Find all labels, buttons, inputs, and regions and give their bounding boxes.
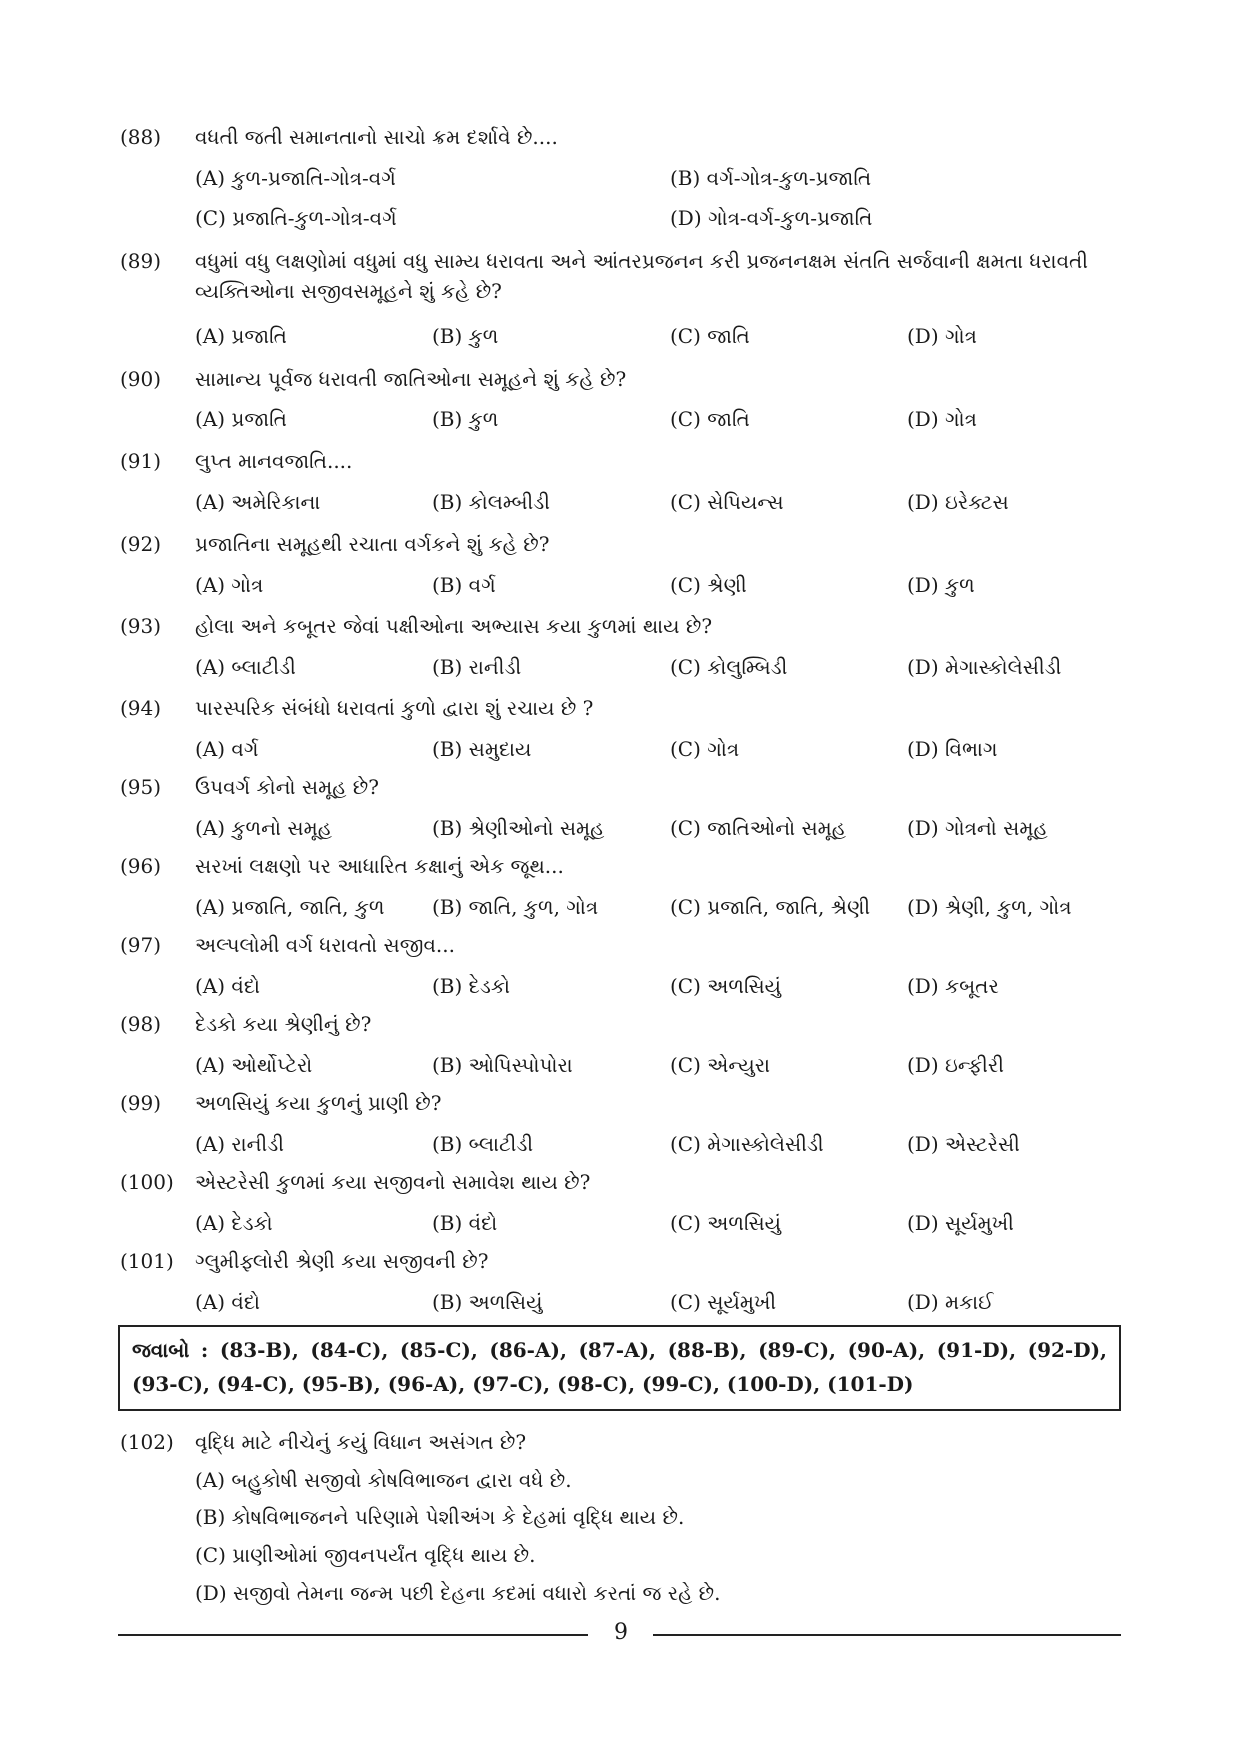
option-b: (B) કોલમ્બીડી [432, 490, 550, 514]
question-text: વૃદ્ધિ માટે નીચેનું કયું વિધાન અસંગત છે? [195, 1430, 527, 1454]
question-number: (88) [120, 125, 162, 149]
option-a: (A) કુળનો સમૂહ [195, 816, 332, 840]
option-b: (B) ઓપિસ્પોપોરા [432, 1053, 573, 1077]
question-text: પ્રજાતિના સમૂહથી રચાતા વર્ગકને શું કહે છે? [195, 532, 550, 556]
option-d: (D) વિભાગ [907, 737, 998, 761]
option-b: (B) અળસિયું [432, 1290, 543, 1314]
option-d: (D) કબૂતર [907, 974, 999, 998]
option-d: (D) ઇન્ફીરી [907, 1053, 1004, 1077]
option-c: (C) શ્રેણી [670, 573, 747, 597]
question-number: (95) [120, 775, 162, 799]
question-text: ઉપવર્ગ કોનો સમૂહ છે? [195, 775, 379, 799]
question-number: (97) [120, 933, 162, 957]
option-d: (D) ગોત્ર [907, 324, 977, 348]
option-d: (D) ગોત્ર [907, 407, 977, 431]
option-a: (A) પ્રજાતિ [195, 407, 287, 431]
question-text: સામાન્ય પૂર્વજ ધરાવતી જાતિઓના સમૂહને શું કહે છે? [195, 367, 627, 391]
option-c: (C) મેગાસ્કોલેસીડી [670, 1132, 824, 1156]
option-b: (B) સમુદાય [432, 737, 532, 761]
question-text: ગ્લુમીફ્લોરી શ્રેણી કયા સજીવની છે? [195, 1249, 489, 1273]
option-c: (C) અળસિયું [670, 974, 782, 998]
question-text: અળસિયું કયા કુળનું પ્રાણી છે? [195, 1091, 442, 1115]
question-text: એસ્ટરેસી કુળમાં કયા સજીવનો સમાવેશ થાય છે? [195, 1170, 591, 1194]
option-b: (B) વર્ગ [432, 573, 496, 597]
option-b: (B) વંદો [432, 1211, 498, 1235]
option-d: (D) ગોત્ર-વર્ગ-કુળ-પ્રજાતિ [670, 206, 873, 230]
option-a: (A) વંદો [195, 974, 261, 998]
option-c: (C) સેપિયન્સ [670, 490, 784, 514]
question-number: (90) [120, 367, 162, 391]
option-d: (D) મકાઈ [907, 1290, 994, 1314]
option-b: (B) શ્રેણીઓનો સમૂહ [432, 816, 605, 840]
option-b: (B) જાતિ, કુળ, ગોત્ર [432, 895, 599, 919]
option-d: (D) કુળ [907, 573, 975, 597]
option-b: (B) દેડકો [432, 974, 510, 998]
question-number: (91) [120, 449, 162, 473]
option-c: (C) ગોત્ર [670, 737, 740, 761]
answer-key-box [118, 1325, 1121, 1411]
option-c: (C) કોલુમ્બિડી [670, 655, 788, 679]
option-b: (B) કુળ [432, 407, 499, 431]
option-b: (B) બ્લાટીડી [432, 1132, 534, 1156]
question-number: (102) [120, 1430, 174, 1454]
option-c: (C) જાતિ [670, 324, 750, 348]
question-number: (100) [120, 1170, 174, 1194]
question-text: હોલા અને કબૂતર જેવાં પક્ષીઓના અભ્યાસ કયા કુળમાં થાય છે? [195, 614, 713, 638]
option-d: (D) સજીવો તેમના જન્મ પછી દેહના કદમાં વધારો કરતાં જ રહે છે. [195, 1581, 721, 1605]
option-c: (C) સૂર્યમુખી [670, 1290, 777, 1314]
option-d: (D) સૂર્યમુખી [907, 1211, 1014, 1235]
option-a: (A) ગોત્ર [195, 573, 264, 597]
answer-key-text: જવાબો : (83-B), (84-C), (85-C), (86-A), (87-A), (88-B), (89-C), (90-A), (91-D), (92-D), (93-C), (94-C), (95-B), (96-A), (97-C), (98-C), (99-C), (100-D), (101-D) [132, 1338, 1107, 1396]
option-b: (B) કોષવિભાજનને પરિણામે પેશીઅંગ કે દેહમાં વૃદ્ધિ થાય છે. [195, 1505, 685, 1529]
option-c: (C) એન્યુરા [670, 1053, 771, 1077]
option-a: (A) વર્ગ [195, 737, 259, 761]
question-number: (93) [120, 614, 162, 638]
option-a: (A) દેડકો [195, 1211, 273, 1235]
option-a: (A) ઓર્થોપ્ટેરો [195, 1053, 313, 1077]
question-number: (98) [120, 1012, 162, 1036]
question-number: (94) [120, 696, 162, 720]
option-b: (B) વર્ગ-ગોત્ર-કુળ-પ્રજાતિ [670, 166, 872, 190]
option-d: (D) એસ્ટરેસી [907, 1132, 1020, 1156]
option-a: (A) વંદો [195, 1290, 261, 1314]
option-c: (C) જાતિઓનો સમૂહ [670, 816, 847, 840]
question-text: સરખાં લક્ષણો પર આધારિત કક્ષાનું એક જૂથ... [195, 854, 564, 878]
option-d: (D) શ્રેણી, કુળ, ગોત્ર [907, 895, 1072, 919]
page-number: 9 [614, 1620, 628, 1645]
question-text: પારસ્પરિક સંબંધો ધરાવતાં કુળો દ્વારા શું રચાય છે ? [195, 696, 594, 720]
question-number: (92) [120, 532, 162, 556]
option-c: (C) પ્રજાતિ, જાતિ, શ્રેણી [670, 895, 871, 919]
question-number: (99) [120, 1091, 162, 1115]
option-a: (A) પ્રજાતિ, જાતિ, કુળ [195, 895, 385, 919]
option-d: (D) ગોત્રનો સમૂહ [907, 816, 1048, 840]
footer-rule-left [118, 1634, 588, 1636]
option-c: (C) અળસિયું [670, 1211, 782, 1235]
question-number: (101) [120, 1249, 174, 1273]
option-c: (C) પ્રાણીઓમાં જીવનપર્યંત વૃદ્ધિ થાય છે. [195, 1543, 536, 1567]
question-text: વધુમાં વધુ લક્ષણોમાં વધુમાં વધુ સામ્ય ધરાવતા અને આંતરપ્રજનન કરી પ્રજનનક્ષમ સંતતિ સર્જવાની ક્ષમતા ધરાવતી વ્યક્તિઓના સજીવસમૂહને શું કહે છે? [195, 249, 1089, 303]
option-a: (A) રાનીડી [195, 1132, 284, 1156]
option-a: (A) બ્લાટીડી [195, 655, 296, 679]
question-text: દેડકો કયા શ્રેણીનું છે? [195, 1012, 372, 1036]
question-text: અલ્પલોમી વર્ગ ધરાવતો સજીવ... [195, 933, 455, 957]
option-d: (D) ઇરેક્ટસ [907, 490, 1009, 514]
option-a: (A) કુળ-પ્રજાતિ-ગોત્ર-વર્ગ [195, 166, 396, 190]
option-d: (D) મેગાસ્કોલેસીડી [907, 655, 1062, 679]
option-a: (A) પ્રજાતિ [195, 324, 287, 348]
question-text: વધતી જતી સમાનતાનો સાચો ક્રમ દર્શાવે છે.... [195, 125, 558, 149]
question-text: લુપ્ત માનવજાતિ.... [195, 449, 353, 473]
option-b: (B) રાનીડી [432, 655, 522, 679]
question-number: (89) [120, 249, 162, 273]
footer-rule-right [653, 1634, 1121, 1636]
option-c: (C) જાતિ [670, 407, 750, 431]
option-a: (A) બહુકોષી સજીવો કોષવિભાજન દ્વારા વધે છે. [195, 1468, 572, 1492]
option-c: (C) પ્રજાતિ-કુળ-ગોત્ર-વર્ગ [195, 206, 397, 230]
option-b: (B) કુળ [432, 324, 499, 348]
question-number: (96) [120, 854, 162, 878]
option-a: (A) અમેરિકાના [195, 490, 321, 514]
